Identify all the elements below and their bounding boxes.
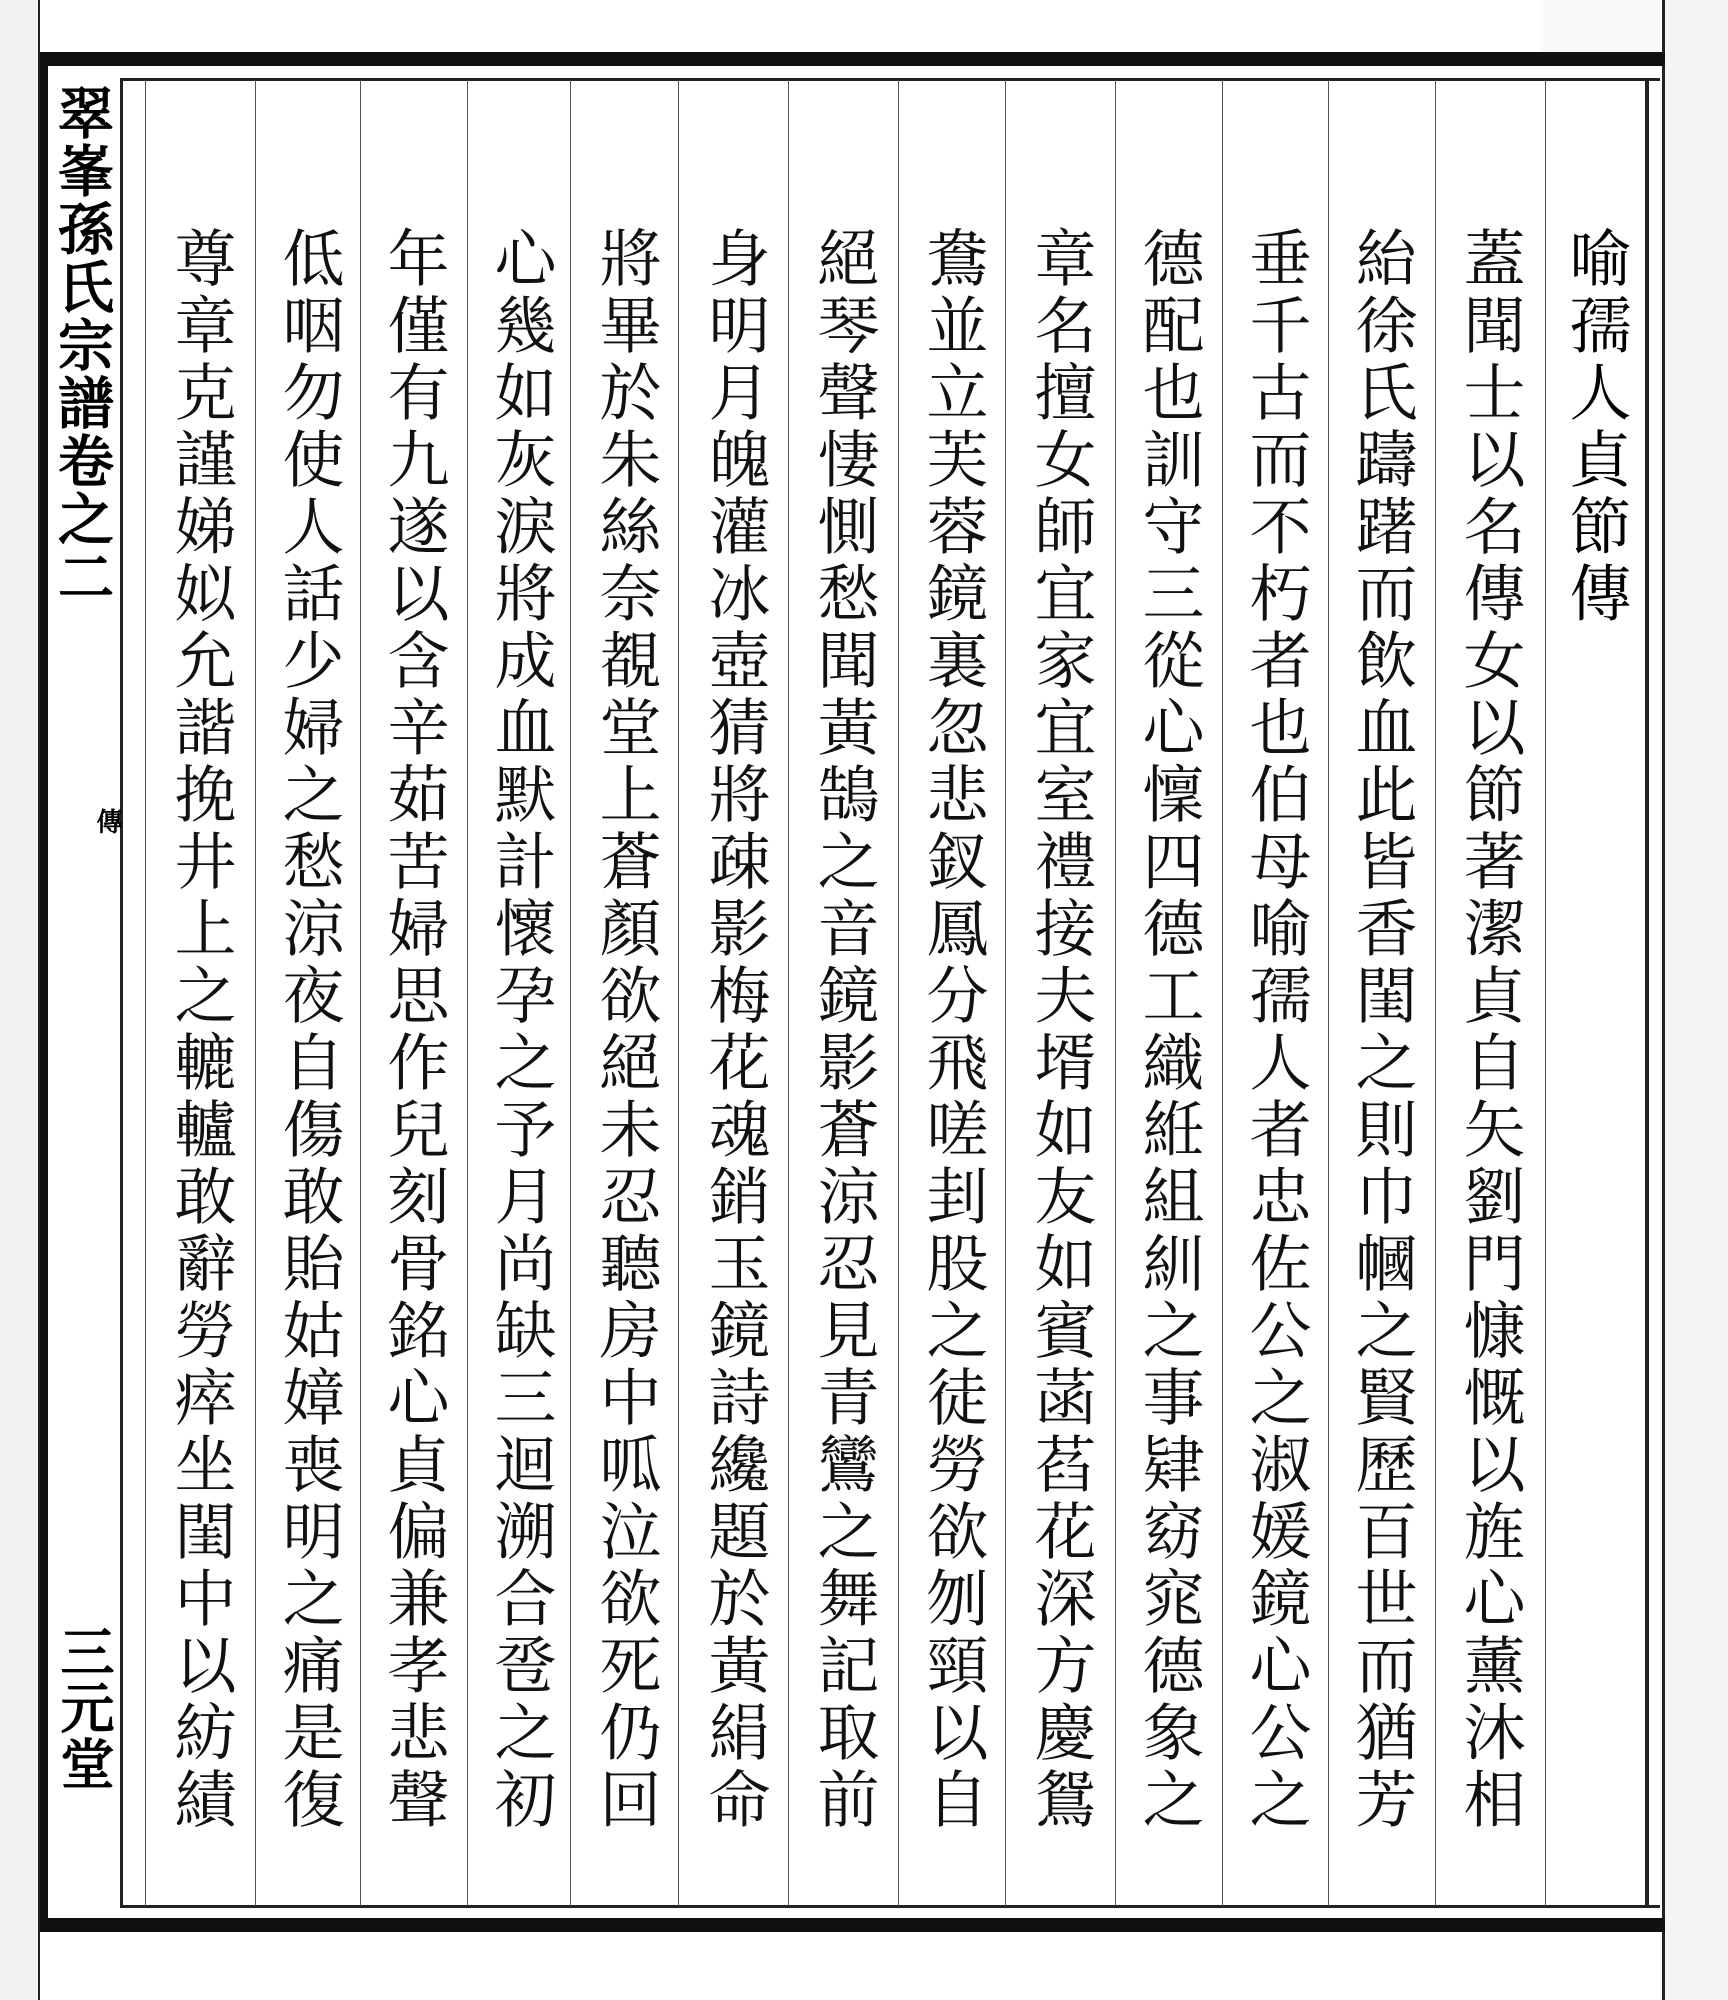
column-divider: [255, 80, 256, 1906]
column-divider: [145, 80, 146, 1906]
text-column: 蓋聞士以名傳女以節著潔貞自矢劉門慷慨以旌心薰沐相: [1453, 226, 1526, 1834]
text-column: 年僅有九遂以含辛茹苦婦思作兒刻骨銘心貞偏兼孝悲聲: [377, 226, 450, 1834]
book-title: [50, 84, 114, 606]
binding-strip: [0, 0, 40, 2000]
text-column: 垂千古而不朽者也伯母喻孺人者忠佐公之淑媛鏡心公之: [1239, 226, 1312, 1834]
hall-name: 三元堂: [52, 1624, 116, 1792]
column-divider: [788, 80, 789, 1906]
section-label: 傳: [92, 808, 122, 834]
column-divider: [1328, 80, 1329, 1906]
article-title: 喻孺人貞節傳: [1559, 226, 1632, 628]
page-right-edge: [1662, 0, 1728, 2000]
top-border-inner: [120, 78, 1660, 81]
text-column: 低咽勿使人話少婦之愁涼夜自傷敢貽姑嫜喪明之痛是復: [272, 226, 345, 1834]
text-column: 絕琴聲悽惻愁聞黃鵠之音鏡影蒼涼忍見青鸞之舞記取前: [807, 226, 880, 1834]
volume-number: 卷之二: [49, 432, 115, 606]
text-column: 身明月魄灌冰壺猜將疎影梅花魂銷玉鏡詩纔題於黃絹命: [698, 226, 771, 1834]
column-divider: [360, 80, 361, 1906]
column-divider: [1222, 80, 1223, 1906]
column-divider: [1005, 80, 1006, 1906]
text-column: 心幾如灰淚將成血默計懷孕之予月尚缺三迴溯合卺之初: [484, 226, 557, 1834]
column-divider: [467, 80, 468, 1906]
bottom-border-inner: [120, 1905, 1660, 1908]
text-column: 章名擅女師宜家宜室禮接夫壻如友如賓菡萏花深方慶鴛: [1024, 226, 1097, 1834]
left-frame-line: [40, 52, 48, 1932]
column-divider: [1115, 80, 1116, 1906]
text-column: 德配也訓守三從心懍四德工織絍組紃之事肄窈窕德象之: [1132, 226, 1205, 1834]
top-border: [40, 52, 1665, 66]
column-divider: [678, 80, 679, 1906]
paper-margin: [1540, 0, 1660, 52]
bottom-border: [40, 1918, 1665, 1932]
column-divider: [1545, 80, 1546, 1906]
text-column: 鴦並立芙蓉鏡裏忽悲釵鳳分飛嗟刲股之徒勞欲刎頸以自: [916, 226, 989, 1834]
text-column: 將畢於朱絲奈覩堂上蒼顏欲絕未忍聽房中呱泣欲死仍回: [589, 226, 662, 1834]
column-divider: [1435, 80, 1436, 1906]
book-title-text: 翠峯孫氏宗譜: [49, 84, 115, 432]
column-divider: [898, 80, 899, 1906]
right-frame-line: [1645, 78, 1649, 1908]
banxin-divider: [120, 80, 123, 1906]
text-column: 尊章克謹娣姒允諧挽井上之轆轤敢辭勞瘁坐閨中以紡績: [164, 226, 237, 1834]
column-divider: [570, 80, 571, 1906]
text-column: 紿徐氏躊躇而飲血此皆香閨之則巾幗之賢歷百世而猶芳: [1345, 226, 1418, 1834]
